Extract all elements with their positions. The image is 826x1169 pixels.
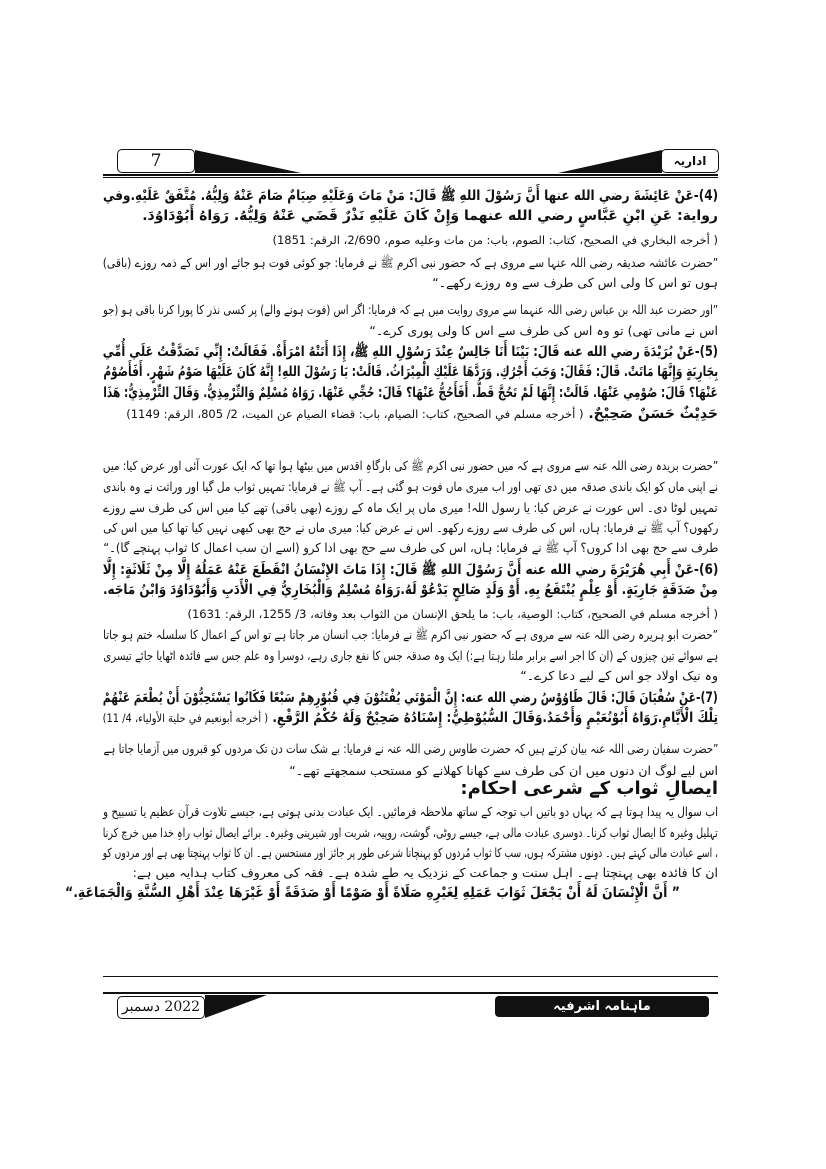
text: تہلیل وغیرہ کا ایصال ثواب کرنا۔ دوسری عبادت مالی ہے، جیسے روٹی، گوشت، روپیہ، شربت اور شیرینی وغیرہ۔ برائے ایصال ثواب راہِ خدا میں خرچ کرنا [102,825,718,840]
line-text [520,665,718,686]
line-text [103,362,718,383]
magazine-name: ماہنامہ اشرفیہ [553,999,651,1014]
urdu-translation-line [103,455,718,476]
line-text [142,206,718,227]
line-text [102,252,718,273]
text: ”اور حضرت عبد اللہ بن عباس رضی اللہ عنہما سے مروی روایت میں ہے کہ فرمایا: اگر اس (فوت ہونے والے) پر کسی نذر کا پورا کرنا باقی ہو (جو [102,302,718,317]
text: ، اسے عبادت مالی کہتے ہیں۔ دونوں مشترکہ ہوں، سب کا ثواب مُردوں کو پہنچانا شرعی طور پر جائز اور مستحسن ہے۔ ان کا ثواب پہنچتا بھی ہے اور مردوں کو [102,845,718,860]
hadith-arabic-line [103,186,718,207]
text: ”حضرت سفیان رضی اللہ عنہ بیان کرتے ہیں کہ حضرت طاوس رضی اللہ عنہ نے فرمایا: بے شک سات دن تک مردوں کو قبروں میں آزمایا جاتا ہے [103,741,718,756]
line-text [432,272,718,293]
line-text [133,862,718,883]
section-label-box [661,149,719,173]
text: مِنْ صَدَقَةٍ جَارِيَةٍ. أَوْ عِلْمٍ يُنْتَفَعُ بِهِ. أَوْ وَلَدٍ صَالِحٍ يَدْعُوْ لَهُ.رَوَاهُ مُسْلِمٌ وَالْبُخَارِيُّ فِي الْأَدَبِ وَأَبُوْدَاوُدَ وَابْنُ مَاجَه. [103,582,718,598]
urdu-translation-line [103,517,718,538]
line-text [103,455,718,476]
end-rule [103,976,718,977]
hadith-arabic-line [103,580,718,601]
line-text [103,801,718,822]
line-text [103,624,718,645]
line-text [103,645,718,666]
line-text [103,476,718,497]
line-text [103,299,718,320]
text: ” أَنَّ الْإِنْسَانَ لَهُ أَنْ يَجْعَلَ ثَوَابَ عَمَلِهِ لِغَيْرِهِ صَلَاةً أَوْ صَوْمًا أَوْ صَدَقَةً أَوْ غَيْرَهَا عِنْدَ أَهْلِ السُّنَّةِ وَالْجَمَاعَةِ.“ [65,885,680,901]
urdu-translation-line [103,738,718,759]
footer-rule [103,992,718,994]
text: (5)-عَنْ بُرَيْدَةَ رضي الله عنه قَالَ: بَيْنَا أَنَا جَالِسٌ عِنْدَ رَسُوْلِ اللهِ ﷺ، إِذَا أَتَتْهُ امْرَأَةٌ. فَقَالَتْ: إِنِّي تَصَدَّقْتُ عَلَي أُمِّي [102,344,718,360]
line-text [65,883,680,904]
text: (6)-عَنْ أَبِي هُرَيْرَةَ رضي الله عنه أَنَّ رَسُوْلَ اللهِ ﷺ قَالَ: إِذَا مَاتَ الإِنْسَانُ انْقَطَعَ عَنْهُ عَمَلُهُ إِلَّا مِنْ ثَلَاثَةٍ: إِلَّا [102,562,718,578]
line-text [103,708,718,729]
urdu-translation-line [103,801,718,822]
issue-date-box [117,996,205,1019]
section-heading [103,777,718,798]
text: (7)-عَنْ سُفْيَانَ قَالَ: قَالَ طَاوُوْسُ رضي الله عنه: إِنَّ الْمَوْتَي يُفْتَنُوْنَ فِي قُبُوْرِهِمْ سَبْعًا فَكَانُوا يَسْتَحِبُّوْنَ أَنْ يُطْعَمَ عَنْهُمْ [103,690,718,706]
text: تمہیں لوٹا دی۔ اس عورت نے عرض کیا: یا رسول اللہ! میری ماں پر ایک ماہ کے روزے (بھی باقی) تھے کیا میں اس کی طرف سے روزے [103,500,718,515]
text: ہے سوائے تین چیزوں کے (ان کا اجر اسے برابر ملتا رہتا ہے:) ایک وہ صدقہ جس کا نفع جاری رہے، دوسرا وہ علم جس سے فائدہ اٹھایا جائے تیسری [103,648,718,663]
text: ایصالِ ثواب کے شرعی احکام: [460,778,718,799]
footer-wedge [205,995,267,1019]
issue-date: 2022 دسمبر [121,999,201,1015]
line-text [102,560,718,581]
urdu-translation-line [103,476,718,497]
citation [103,604,718,625]
line-text [103,517,718,538]
text: رکھوں؟ آپ ﷺ نے فرمایا: ہاں، اس کی طرف سے روزے رکھو۔ اس نے عرض کیا: میری ماں نے حج بھی کبھی نہیں کیا تھا کیا میں اس کی [102,520,718,535]
page-number: 7 [150,151,162,171]
line-text [369,320,718,341]
header-rule-2 [103,177,718,178]
citation [103,230,718,251]
line-text [126,404,718,425]
line-text [103,537,718,558]
urdu-translation-line [103,624,718,645]
magazine-name-box [495,996,709,1017]
urdu-translation-line [103,252,718,273]
urdu-translation-line [103,272,718,293]
text: عَنْهَا؟ قَالَ: صُوْمِي عَنْهَا. قَالَتْ: إِنَّهَا لَمْ تَحُجَّ قَطُّ. أَفَأَحُجُّ عَنْهَا؟ قَالَ: حُجِّي عَنْهَا. رَوَاهُ مُسْلِمٌ وَالتِّرْمِذِيُّ. وَقَالَ التِّرْمِذِيُّ: هَذَا [103,385,718,401]
urdu-translation-line [103,665,718,686]
text: ہوں تو اس کا ولی اس کی طرف سے وہ روزے رکھے۔“ [432,275,718,290]
text: نے اپنی ماں کو ایک باندی صدقہ میں دی تھی اور اب میری ماں فوت ہو گئی ہے۔ آپ ﷺ نے فرمایا: تمہیں ثواب مل گیا اور وراثت نے وہ باندی [103,479,718,494]
urdu-translation-line [103,842,718,863]
text: ”حضرت ابو ہریرہ رضی اللہ عنہ سے مروی ہے کہ حضور نبی اکرم ﷺ نے فرمایا: جب انسان مر جاتا ہے تو اس کے اعمال کا سلسلہ ختم ہو جاتا [103,627,718,642]
line-text [187,604,718,625]
line-text [103,688,718,709]
urdu-translation-line [103,822,718,843]
text: اس نے مانی تھی) تو وہ اس کی طرف سے اس کا ولی پوری کرے۔“ [369,323,718,338]
line-text [103,186,718,207]
page-number-box [117,149,195,173]
header-right-wedge [558,150,662,174]
text: ”حضرت عائشہ صدیقہ رضی اللہ عنہا سے مروی ہے کہ حضور نبی اکرم ﷺ نے فرمایا: جو کوئی فوت ہو جائے اور اس کے ذمہ روزے (باقی) [102,255,718,270]
line-text [272,230,718,251]
header-rule [103,174,718,176]
section-label: اداریہ [673,154,707,168]
header-left-wedge [195,150,301,174]
hadith-arabic-line [103,560,718,581]
text: حَدِيْثٌ حَسَنٌ صَحِيْحٌ. [588,406,718,422]
text: ( أخرجه مسلم في الصحيح، كتاب: الوصية، باب: ما يلحق الإنسان من الثواب بعد وفاته، 3/ 1255، الرقم: 1631) [187,607,718,621]
hadith-arabic-line [103,404,718,425]
citation: ( أخرجه مسلم في الصحيح، كتاب: الصيام، باب: قضاء الصيام عن الميت، 2/ 805، الرقم: 1149) [126,407,584,421]
text: تِلْكَ الْأَيَّامِ.رَوَاهُ أَبُوْنُعَيْمٍ وَأَحْمَدُ.وَقَالَ السُّيُوْطِيُّ: إِسْنَادُهُ صَحِيْحٌ وَلَهُ حُكْمُ الرَّفْعِ. [272,710,718,726]
hadith-arabic-line [103,383,718,404]
urdu-translation-line [103,537,718,558]
text: ( أخرجه البخاري في الصحيح، كتاب: الصوم، باب: من مات وعليه صوم، 2/690، الرقم: 1851) [272,233,718,247]
urdu-translation-line [103,645,718,666]
quotation-line [65,883,718,904]
hadith-arabic-line [103,206,718,227]
line-text [103,580,718,601]
text: طرف سے حج بھی ادا کروں؟ آپ ﷺ نے فرمایا: ہاں، اس کی طرف سے حج بھی ادا کرو (اسے ان سب اعمال کا ثواب پہنچے گا)۔“ [102,540,718,555]
urdu-translation-line [103,320,718,341]
hadith-arabic-line [103,342,718,363]
line-text [103,822,718,843]
text: ”حضرت بریدہ رضی اللہ عنہ سے مروی ہے کہ میں حضور نبی اکرم ﷺ کی بارگاہِ اقدس میں بیٹھا ہوا تھا کہ ایک عورت آئی اور عرض کیا: میں [102,458,718,473]
text: بِجَارِيَةٍ وَإِنَّهَا مَاتَتْ. قَالَ: فَقَالَ: وَجَبَ أَجْرُكِ. وَرَدَّهَا عَلَيْكِ الْمِيْرَاثُ. قَالَتْ: يَا رَسُوْلَ اللهِ! إِنَّهُ كَانَ عَلَيْهَا صَوْمُ شَهْرٍ. أَفَأَصُوْمُ [103,364,718,380]
text: اس لیے لوگ ان دنوں میں ان کی طرف سے کھانا کھلانے کو مستحب سمجھتے تھے۔“ [289,763,718,778]
line-text [103,497,718,518]
hadith-arabic-line [103,688,718,709]
text: ان کا فائدہ بھی پہنچتا ہے۔ اہل سنت و جماعت کے نزدیک یہ طے شدہ ہے۔ فقہ کی معروف کتاب ہدایہ میں ہے: [132,865,718,880]
line-text [103,342,718,363]
text: رواية: عَنِ ابْنِ عَبَّاسٍ رضي الله عنهما وَإِنْ كَانَ عَلَيْهِ نَذْرٌ قَضَي عَنْهُ وَلِيُّهُ. رَوَاهُ أَبُوْدَاوُدَ. [142,208,718,224]
text: اب سوال یہ پیدا ہوتا ہے کہ یہاں دو باتیں اب توجہ کے ساتھ ملاحظہ فرمائیں۔ ایک عبادت بدنی ہوتی ہے، جیسے تلاوت قرآن عظیم یا تسبیح و [102,804,718,819]
line-text [460,777,718,801]
urdu-translation-line [103,299,718,320]
line-text [103,738,718,759]
citation: ( أخرجه أبونعيم في حلية الأولياء، 4/ 11) [102,711,269,725]
line-text [104,383,718,404]
hadith-arabic-line [103,362,718,383]
hadith-arabic-line [103,708,718,729]
line-text [103,842,718,863]
urdu-translation-line [103,862,718,883]
text: وہ نیک اولاد جو اس کے لیے دعا کرے۔“ [520,668,718,683]
text: (4)-عَنْ عَائِشَةَ رضي الله عنها أَنَّ رَسُوْلَ اللهِ ﷺ قَالَ: مَنْ مَاتَ وَعَلَيْهِ صِيَامٌ صَامَ عَنْهُ وَلِيُّهُ. مُتَّفَقٌ عَلَيْهِ.وفي [102,188,718,204]
urdu-translation-line [103,497,718,518]
